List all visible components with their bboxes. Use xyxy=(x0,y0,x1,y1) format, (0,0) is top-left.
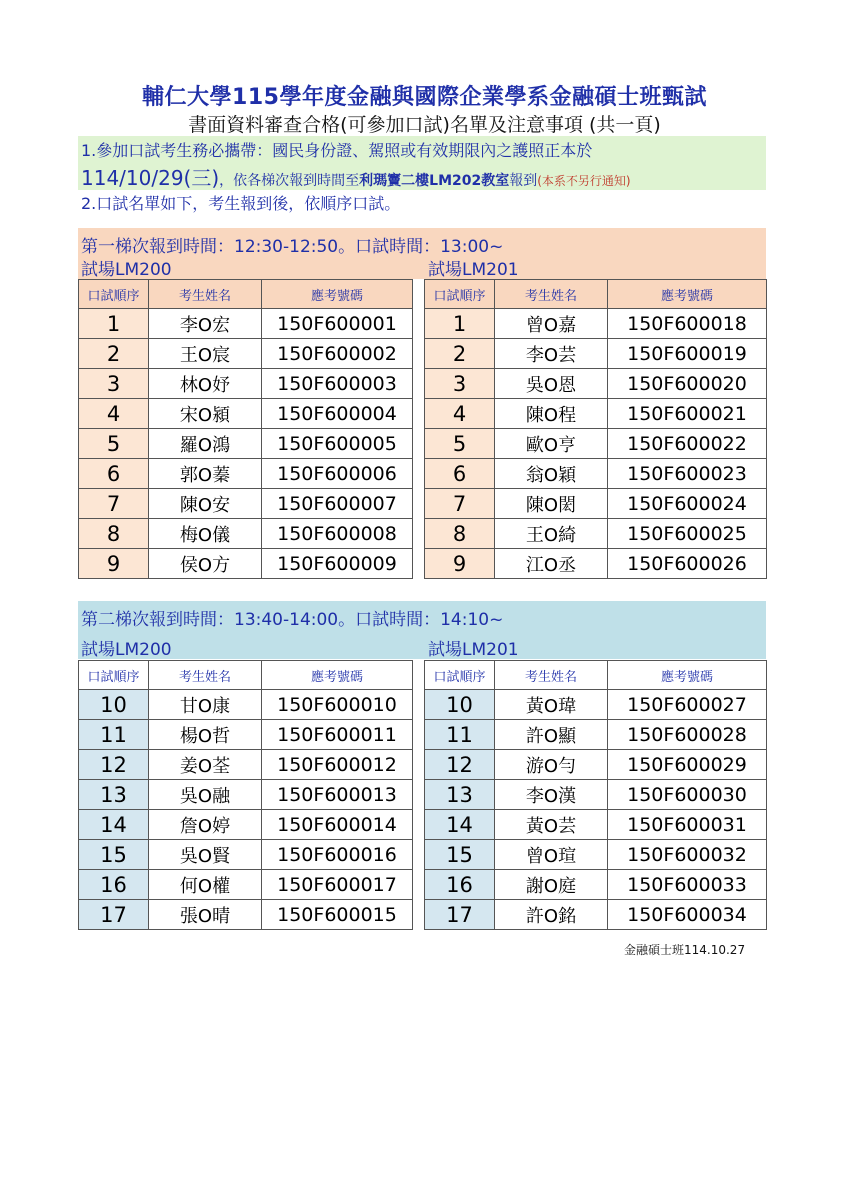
number-cell: 150F600011 xyxy=(262,720,413,750)
name-cell: 曾O嘉 xyxy=(495,309,608,339)
number-cell: 150F600032 xyxy=(608,840,767,870)
number-cell: 150F600030 xyxy=(608,780,767,810)
name-cell: 吳O賢 xyxy=(149,840,262,870)
order-cell: 4 xyxy=(79,399,149,429)
order-cell: 15 xyxy=(79,840,149,870)
name-cell: 郭O蓁 xyxy=(149,459,262,489)
name-cell: 李O宏 xyxy=(149,309,262,339)
table-row xyxy=(79,489,413,519)
name-cell: 許O顯 xyxy=(495,720,608,750)
name-cell: 陳O安 xyxy=(149,489,262,519)
number-cell: 150F600012 xyxy=(262,750,413,780)
order-cell: 11 xyxy=(79,720,149,750)
session-1-room-right: 試場LM201 xyxy=(428,260,519,280)
page-subtitle: 書面資料審查合格(可參加口試)名單及注意事項 (共一頁) xyxy=(188,114,661,136)
footer-note: 金融碩士班114.10.27 xyxy=(624,943,746,957)
table-row xyxy=(425,840,767,870)
number-cell: 150F600013 xyxy=(262,780,413,810)
table-row xyxy=(79,459,413,489)
header-number: 應考號碼 xyxy=(608,661,767,690)
order-cell: 3 xyxy=(425,369,495,399)
session-2-room-left: 試場LM200 xyxy=(81,640,172,660)
order-cell: 12 xyxy=(425,750,495,780)
name-cell: 謝O庭 xyxy=(495,870,608,900)
order-cell: 6 xyxy=(425,459,495,489)
session-1-time: 第一梯次報到時間：12:30-12:50。口試時間：13:00~ xyxy=(81,237,504,257)
order-cell: 5 xyxy=(425,429,495,459)
number-cell: 150F600007 xyxy=(262,489,413,519)
order-cell: 13 xyxy=(79,780,149,810)
name-cell: 何O權 xyxy=(149,870,262,900)
order-cell: 16 xyxy=(425,870,495,900)
name-cell: 王O綺 xyxy=(495,519,608,549)
order-cell: 2 xyxy=(425,339,495,369)
page-title: 輔仁大學115學年度金融與國際企業學系金融碩士班甄試 xyxy=(142,85,707,110)
table-row xyxy=(425,780,767,810)
table-row xyxy=(425,399,767,429)
table-header-row xyxy=(79,280,413,309)
order-cell: 8 xyxy=(79,519,149,549)
table-row xyxy=(79,399,413,429)
table-row xyxy=(79,900,413,930)
order-cell: 14 xyxy=(79,810,149,840)
notice-line-2 xyxy=(81,162,631,191)
order-cell: 16 xyxy=(79,870,149,900)
order-cell: 6 xyxy=(79,459,149,489)
number-cell: 150F600025 xyxy=(608,519,767,549)
number-cell: 150F600015 xyxy=(262,900,413,930)
table-row xyxy=(79,549,413,579)
session-1-room-left: 試場LM200 xyxy=(81,260,172,280)
number-cell: 150F600019 xyxy=(608,339,767,369)
name-cell: 宋O潁 xyxy=(149,399,262,429)
table-row xyxy=(425,690,767,720)
name-cell: 吳O恩 xyxy=(495,369,608,399)
number-cell: 150F600014 xyxy=(262,810,413,840)
name-cell: 李O芸 xyxy=(495,339,608,369)
session-1-band xyxy=(78,228,766,279)
order-cell: 1 xyxy=(79,309,149,339)
table-row xyxy=(79,690,413,720)
number-cell: 150F600033 xyxy=(608,870,767,900)
header-name: 考生姓名 xyxy=(495,280,608,309)
number-cell: 150F600031 xyxy=(608,810,767,840)
number-cell: 150F600017 xyxy=(262,870,413,900)
number-cell: 150F600020 xyxy=(608,369,767,399)
name-cell: 陳O程 xyxy=(495,399,608,429)
notice-line-1: 1.參加口試考生務必攜帶：國民身份證、駕照或有效期限內之護照正本於 xyxy=(81,141,593,160)
notice-line-3: 2.口試名單如下，考生報到後，依順序口試。 xyxy=(81,194,401,213)
name-cell: 羅O鴻 xyxy=(149,429,262,459)
order-cell: 9 xyxy=(79,549,149,579)
name-cell: 江O丞 xyxy=(495,549,608,579)
table-row xyxy=(79,309,413,339)
table-row xyxy=(79,810,413,840)
order-cell: 5 xyxy=(79,429,149,459)
number-cell: 150F600016 xyxy=(262,840,413,870)
header-name: 考生姓名 xyxy=(495,661,608,690)
number-cell: 150F600034 xyxy=(608,900,767,930)
table-row xyxy=(79,519,413,549)
order-cell: 10 xyxy=(425,690,495,720)
table-row xyxy=(79,780,413,810)
number-cell: 150F600028 xyxy=(608,720,767,750)
name-cell: 黃O芸 xyxy=(495,810,608,840)
table-row xyxy=(425,810,767,840)
name-cell: 梅O儀 xyxy=(149,519,262,549)
order-cell: 3 xyxy=(79,369,149,399)
session-2-time: 第二梯次報到時間：13:40-14:00。口試時間：14:10~ xyxy=(81,610,504,630)
number-cell: 150F600008 xyxy=(262,519,413,549)
table-row xyxy=(79,870,413,900)
order-cell: 1 xyxy=(425,309,495,339)
number-cell: 150F600010 xyxy=(262,690,413,720)
table-row xyxy=(425,720,767,750)
header-number: 應考號碼 xyxy=(262,661,413,690)
header-order: 口試順序 xyxy=(79,280,149,309)
session-1-table-left xyxy=(78,279,413,579)
header-number: 應考號碼 xyxy=(262,280,413,309)
report-room: 利瑪竇二樓LM202教室 xyxy=(359,173,510,189)
name-cell: 游O勻 xyxy=(495,750,608,780)
header-name: 考生姓名 xyxy=(149,661,262,690)
name-cell: 翁O穎 xyxy=(495,459,608,489)
order-cell: 11 xyxy=(425,720,495,750)
number-cell: 150F600023 xyxy=(608,459,767,489)
name-cell: 王O宸 xyxy=(149,339,262,369)
table-row xyxy=(79,840,413,870)
order-cell: 17 xyxy=(425,900,495,930)
table-row xyxy=(425,339,767,369)
number-cell: 150F600004 xyxy=(262,399,413,429)
header-name: 考生姓名 xyxy=(149,280,262,309)
number-cell: 150F600018 xyxy=(608,309,767,339)
table-row xyxy=(425,750,767,780)
table-row xyxy=(425,870,767,900)
no-notification-note: (本系不另行通知) xyxy=(537,174,631,188)
number-cell: 150F600001 xyxy=(262,309,413,339)
name-cell: 張O晴 xyxy=(149,900,262,930)
order-cell: 7 xyxy=(425,489,495,519)
table-header-row xyxy=(79,661,413,690)
table-row xyxy=(425,309,767,339)
header-number: 應考號碼 xyxy=(608,280,767,309)
name-cell: 姜O荃 xyxy=(149,750,262,780)
name-cell: 吳O融 xyxy=(149,780,262,810)
number-cell: 150F600005 xyxy=(262,429,413,459)
table-row xyxy=(425,429,767,459)
order-cell: 4 xyxy=(425,399,495,429)
table-row xyxy=(425,459,767,489)
table-row xyxy=(425,519,767,549)
name-cell: 侯O方 xyxy=(149,549,262,579)
order-cell: 15 xyxy=(425,840,495,870)
table-row xyxy=(425,369,767,399)
order-cell: 14 xyxy=(425,810,495,840)
order-cell: 10 xyxy=(79,690,149,720)
number-cell: 150F600029 xyxy=(608,750,767,780)
notice-box xyxy=(78,136,766,190)
session-1-table-right xyxy=(424,279,767,579)
table-row xyxy=(79,750,413,780)
session-2-table-left xyxy=(78,660,413,930)
session-2-table-right xyxy=(424,660,767,930)
name-cell: 楊O哲 xyxy=(149,720,262,750)
header-order: 口試順序 xyxy=(425,280,495,309)
name-cell: 詹O婷 xyxy=(149,810,262,840)
table-row xyxy=(79,720,413,750)
table-row xyxy=(425,489,767,519)
number-cell: 150F600009 xyxy=(262,549,413,579)
number-cell: 150F600021 xyxy=(608,399,767,429)
number-cell: 150F600002 xyxy=(262,339,413,369)
table-header-row xyxy=(425,661,767,690)
number-cell: 150F600027 xyxy=(608,690,767,720)
table-row xyxy=(79,369,413,399)
header-order: 口試順序 xyxy=(79,661,149,690)
name-cell: 許O銘 xyxy=(495,900,608,930)
number-cell: 150F600024 xyxy=(608,489,767,519)
session-2-band xyxy=(78,601,766,659)
notice-mid-text: ，依各梯次報到時間至 xyxy=(219,173,360,189)
number-cell: 150F600022 xyxy=(608,429,767,459)
table-row xyxy=(79,429,413,459)
name-cell: 甘O康 xyxy=(149,690,262,720)
order-cell: 8 xyxy=(425,519,495,549)
name-cell: 黃O瑋 xyxy=(495,690,608,720)
table-row xyxy=(79,339,413,369)
number-cell: 150F600003 xyxy=(262,369,413,399)
name-cell: 林O妤 xyxy=(149,369,262,399)
order-cell: 7 xyxy=(79,489,149,519)
order-cell: 9 xyxy=(425,549,495,579)
table-header-row xyxy=(425,280,767,309)
number-cell: 150F600006 xyxy=(262,459,413,489)
order-cell: 12 xyxy=(79,750,149,780)
order-cell: 17 xyxy=(79,900,149,930)
table-row xyxy=(425,900,767,930)
order-cell: 13 xyxy=(425,780,495,810)
header-order: 口試順序 xyxy=(425,661,495,690)
number-cell: 150F600026 xyxy=(608,549,767,579)
name-cell: 陳O閎 xyxy=(495,489,608,519)
name-cell: 李O漢 xyxy=(495,780,608,810)
table-row xyxy=(425,549,767,579)
interview-date: 114/10/29(三) xyxy=(81,166,220,190)
name-cell: 歐O亨 xyxy=(495,429,608,459)
report-text: 報到 xyxy=(509,173,538,189)
name-cell: 曾O瑄 xyxy=(495,840,608,870)
session-2-room-right: 試場LM201 xyxy=(428,640,519,660)
order-cell: 2 xyxy=(79,339,149,369)
